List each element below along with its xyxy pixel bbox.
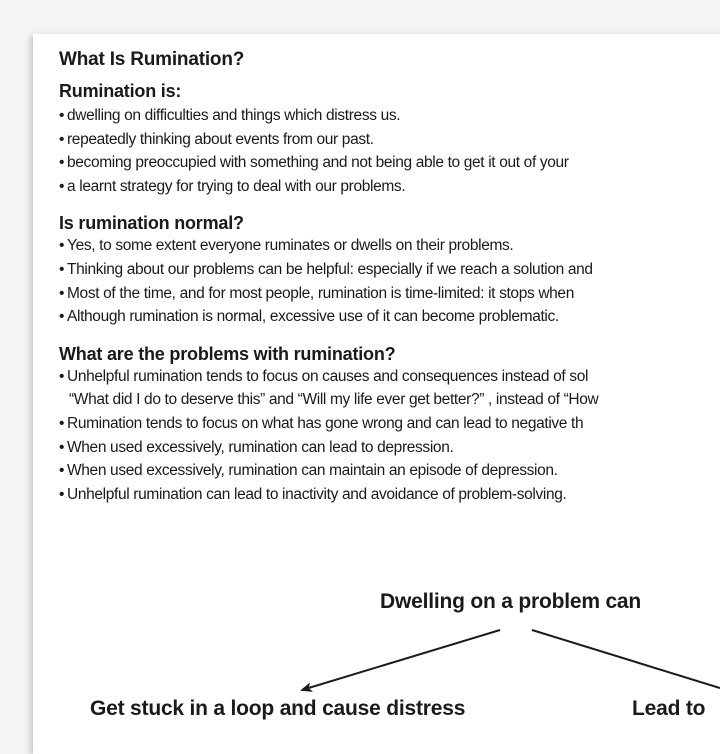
bullet-item: • When used excessively, rumination can maintain an episode of depression. [59, 462, 558, 480]
bullet-item: • a learnt strategy for trying to deal with our problems. [59, 177, 406, 195]
page-title: What Is Rumination? [59, 49, 245, 70]
bullet-list [59, 365, 720, 507]
bullet-item: • Thinking about our problems can be helpful: especially if we reach a solution and [59, 260, 593, 278]
section-heading: What are the problems with rumination? [59, 343, 396, 364]
bullet-item: • repeatedly thinking about events from our past. [59, 130, 374, 148]
section-problems-with-rumination [59, 343, 720, 507]
section-heading: Is rumination normal? [59, 213, 244, 234]
bullet-list [59, 234, 720, 328]
bullet-item: • Unhelpful rumination tends to focus on causes and consequences instead of sol [59, 367, 589, 385]
bullet-item: • dwelling on difficulties and things which distress us. [59, 107, 401, 124]
bullet-item: • Yes, to some extent everyone ruminates or dwells on their problems. [59, 237, 514, 255]
bullet-list [59, 104, 720, 198]
section-heading: Rumination is: [59, 81, 182, 101]
section-rumination-is [59, 80, 720, 198]
bullet-item: • When used excessively, rumination can lead to depression. [59, 438, 454, 456]
diagram-right-node: Lead to [632, 697, 706, 720]
bullet-item: • becoming preoccupied with something and not being able to get it out of your [59, 154, 569, 172]
diagram-top-node: Dwelling on a problem can [380, 590, 642, 613]
diagram-left-node: Get stuck in a loop and cause distress [90, 697, 466, 720]
bullet-item: • Although rumination is normal, excessive use of it can become problematic. [59, 308, 559, 326]
worksheet-content [59, 48, 720, 520]
bullet-item: • Rumination tends to focus on what has gone wrong and can lead to negative th [59, 414, 584, 432]
bullet-item: • Most of the time, and for most people, rumination is time-limited: it stops when [59, 284, 574, 302]
bullet-item: • Unhelpful rumination can lead to inactivity and avoidance of problem-solving. [59, 485, 567, 503]
bullet-item-continuation: “What did I do to deserve this” and “Will my life ever get better?” , instead of “How [69, 391, 599, 409]
section-is-rumination-normal [59, 212, 720, 328]
